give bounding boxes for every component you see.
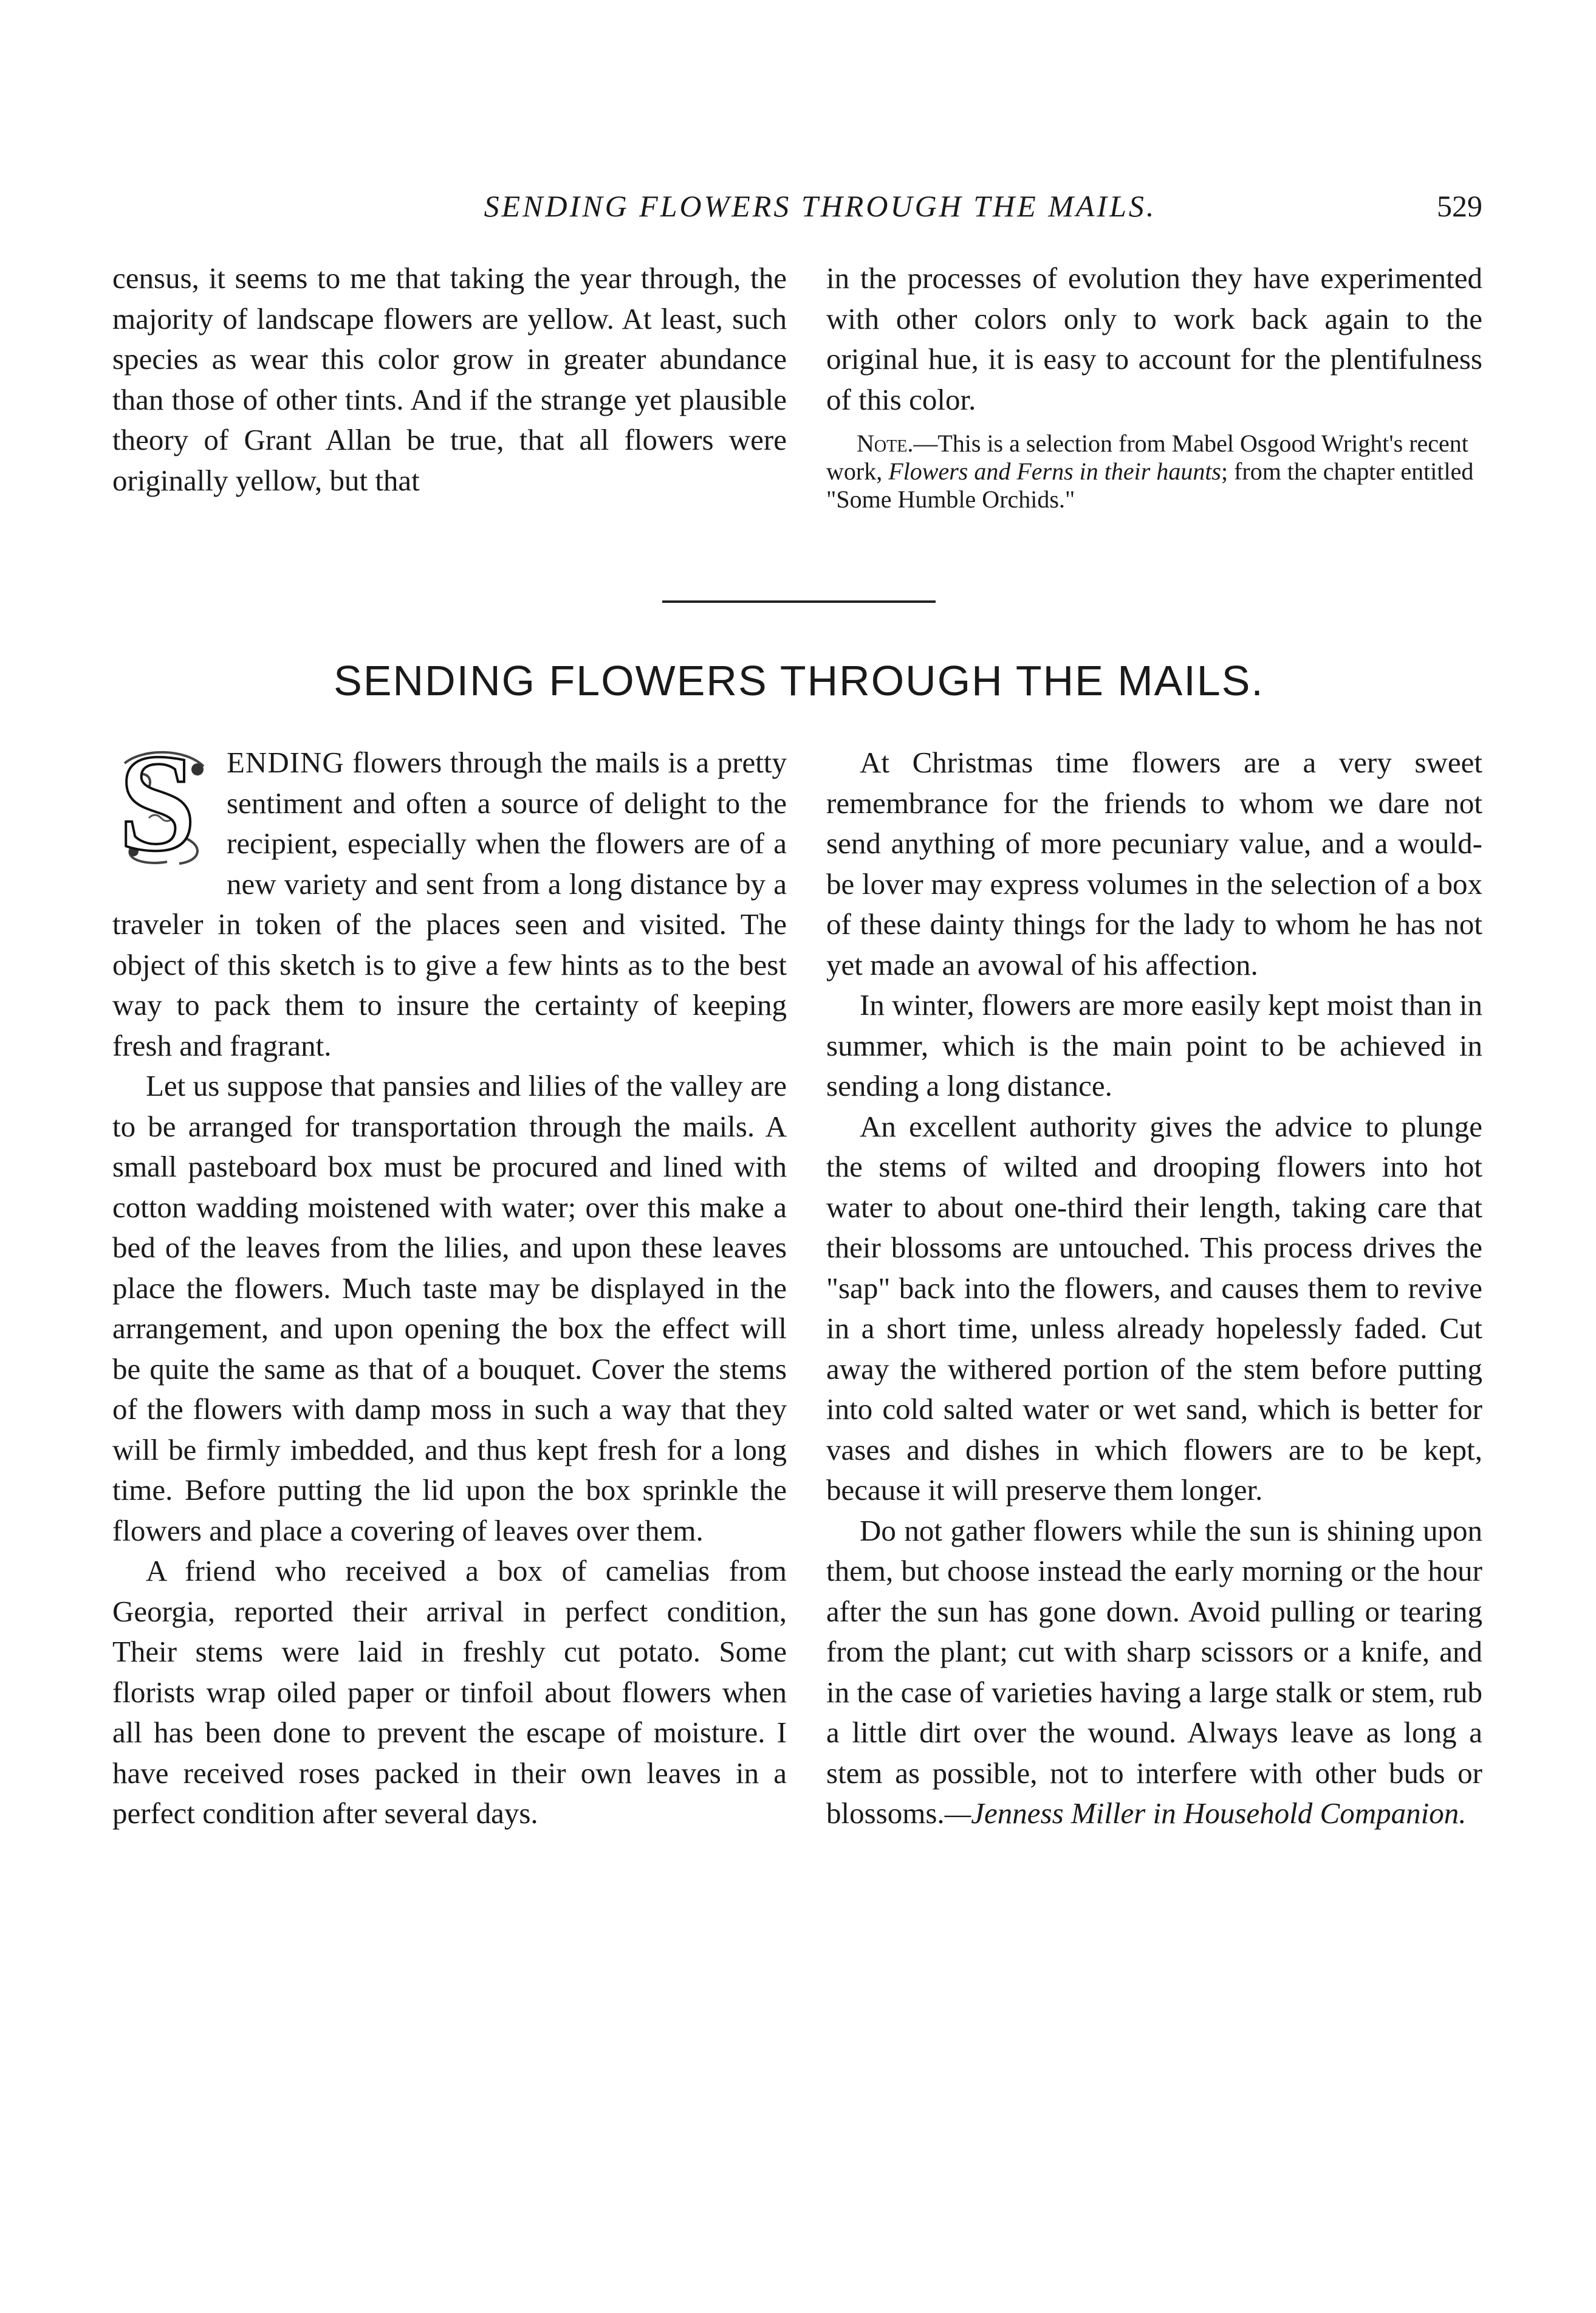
first-word-rest: ENDING [227, 746, 344, 779]
article-right-column [826, 743, 1482, 1834]
running-head: SENDING FLOWERS THROUGH THE MAILS. [484, 189, 1157, 223]
attribution: —Jenness Miller in Household Companion. [944, 1796, 1467, 1830]
continuation-right-column [826, 258, 1482, 514]
drop-cap-letter: S [118, 725, 196, 880]
article-right-paragraph-4 [826, 1511, 1482, 1834]
last-paragraph-text: Do not gather flowers while the sun is shining upon them, but choose instead the early morning or the hour after the sun has gone down. Avoid pulling or tearing from the plant; cut with sharp scissors or a knife, and in the case of varieties having a large stalk or stem, rub a little dirt over the wound. Always leave as long a stem as possible, not to interfere with other buds or blossoms. [826, 1513, 1482, 1830]
article-right-paragraph-3: An excellent authority gives the advice to plunge the stems of wilted and drooping flowers into hot water to about one-third their length, taking care that their blossoms are untouched. This process drives the "sap" back into the flowers, and causes them to revive in a short time, unless already hopelessly faded. Cut away the withered portion of the stem before putting into cold salted water or wet sand, which is better for vases and dishes in which flowers are to be kept, because it will preserve them longer. [826, 1109, 1482, 1507]
article-left-paragraph-3: A friend who received a box of camelias from Georgia, reported their arrival in perfect condition, Their stems were laid in freshly cut potato. Some florists wrap oiled paper or tinfoil about flowers when all has been done to prevent the escape of moisture. I have received roses packed in their own leaves in a perfect condition after several days. [112, 1554, 787, 1830]
editor-note [826, 430, 1482, 514]
note-label: Note. [857, 430, 914, 457]
page-number: 529 [1437, 189, 1482, 223]
article-left-column [112, 725, 787, 1834]
ornamental-drop-cap [112, 725, 216, 880]
article-title: SENDING FLOWERS THROUGH THE MAILS. [334, 657, 1264, 704]
note-text-1: —This is a selection from Mabel Osgood Wright's recent work, [826, 430, 1468, 485]
article-left-paragraph-2: Let us suppose that pansies and lilies of the valley are to be arranged for transportation through the mails. A small pasteboard box must be procured and lined with cotton wadding moistened with water; over this make a bed of the leaves from the lilies, and upon these leaves place the flowers. Much taste may be displayed in the arrangement, and upon opening the box the effect will be quite the same as that of a bouquet. Cover the stems of the flowers with damp moss in such a way that they will be firmly imbedded, and thus kept fresh for a long time. Before putting the lid upon the box sprinkle the flowers and place a covering of leaves over them. [112, 1069, 787, 1547]
note-book-title: Flowers and Ferns in their haunts [888, 458, 1221, 485]
paragraph-text: flowers through the mails is a pretty sentiment and often a source of delight to the recipient, especially when the flowers are of a new variety and sent from a long distance by a traveler in token of the places seen and visited. The object of this sketch is to give a few hints as to the best way to pack them to insure the certainty of keeping fresh and fragrant. [112, 746, 787, 1062]
continuation-right-text: in the processes of evolution they have experimented with other colors only to work back again to the original hue, it is easy to account for the plentifulness of this color. [826, 261, 1482, 416]
continuation-left-text: census, it seems to me that taking the year through, the majority of landscape flowers are yellow. At least, such species as wear this color grow in greater abundance than those of other tints. And if the strange yet plausible theory of Grant Allan be true, that all flowers were originally yellow, but that [112, 261, 787, 497]
note-text-2: ; from the chapter entitled "Some Humble Orchids." [826, 458, 1474, 513]
section-divider [662, 600, 936, 603]
continuation-left-column [112, 258, 787, 501]
article-right-paragraph-1: At Christmas time flowers are a very sweet remembrance for the friends to whom we dare not send anything of more pecuniary value, and a would-be lover may express volumes in the selection of a box of these dainty things for the lady to whom he has not yet made an avowal of his affection. [826, 746, 1482, 981]
article-right-paragraph-2: In winter, flowers are more easily kept moist than in summer, which is the main point to be achieved in sending a long distance. [826, 988, 1482, 1102]
